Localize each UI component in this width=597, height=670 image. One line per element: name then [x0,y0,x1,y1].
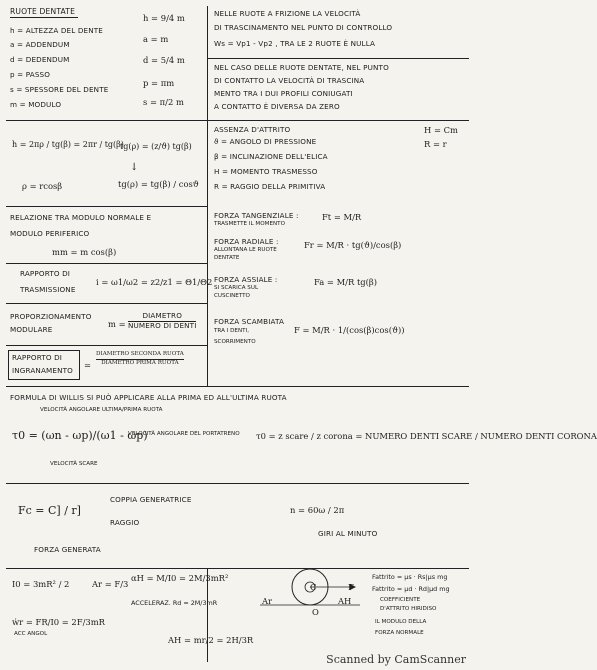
coppia-arrow3: FORZA GENERATA [34,545,101,554]
divider-v-top [207,6,208,386]
divider-h-3 [6,206,207,207]
aw-equation: αH = M/I0 = 2M/3mR² [131,573,229,583]
willis-title: FORMULA DI WILLIS SI PUÒ APPLICARE ALLA PRIMA ED ALL'ULTIMA RUOTA [10,393,287,402]
scanner-footer: Scanned by CamScanner [326,653,466,666]
n-label: GIRI AL MINUTO [318,529,378,538]
def-2: d = DEDENDUM [10,55,70,64]
rho-equation: ρ = rcosβ [22,181,63,191]
divider-h-5 [6,303,207,304]
rhs-3: p = πm [143,78,175,88]
modulo-equation: mm = m cos(β) [52,247,117,257]
forza-2-label-2: CUSCINETTO [214,293,250,299]
n-equation: n = 60ω / 2π [290,505,345,515]
attrito-1: Fattrito = μd · Rd|μd mg [372,585,450,593]
tg2-equation: tg(ρ) = tg(β) / cosϑ [118,179,199,189]
rapporto-label-0: RAPPORTO DI [20,269,71,278]
modulo-line-1: MODULO PERIFERICO [10,229,90,238]
divider-h-7 [6,386,469,387]
forza-2-eq: Fa = M/R tg(β) [314,277,378,287]
willis-equation2: τ0 = z scare / z corona = NUMERO DENTI SCARE / NUMERO DENTI CORONA [256,431,597,441]
ar-equation: Ar = F/3 [92,579,129,589]
def-1: a = ADDENDUM [10,40,70,49]
underline [10,17,78,18]
ingranamento-fraction [96,352,184,367]
frizione-line-0: NELLE RUOTE A FRIZIONE LA VELOCITÀ [214,9,361,18]
def-5: m = MODULO [10,100,62,109]
divider-h-2 [6,120,469,121]
forza-3-eq: F = M/R · 1/(cos(β)cos(ϑ)) [294,325,405,335]
label-o: O [312,607,319,617]
def-3: p = PASSO [10,70,51,79]
tg-equation: tg(ρ) = (z/ϑ) tg(β) [120,142,192,151]
ingranamento-label-0: RAPPORTO DI [12,353,63,362]
proporz-label-1: MODULARE [10,325,53,334]
dentate-line-2: MENTO TRA I DUI PROFILI CONIUGATI [214,89,353,98]
forza-1-label-1: ALLONTANA LE RUOTE [214,247,277,253]
attrito-3: D'ATTRITO HIRIDISO [380,606,437,612]
attrito-2: COEFFICIENTE [380,597,421,603]
rhs-4: s = π/2 m [143,97,184,107]
forza-3-label-2: SCORRIMENTO [214,339,256,345]
divider-h-9 [6,568,469,569]
proporz-eq-left: m = [108,319,126,329]
rapporto-label-1: TRASMISSIONE [20,285,76,294]
proporz-den: NUMERO DI DENTI [128,321,197,331]
attrito-4: IL MODULO DELLA [375,619,427,625]
frizione-line-2: Ws = Vp1 - Vp2 , TRA LE 2 RUOTE È NULLA [214,39,376,48]
proporz-num: DIAMETRO [142,311,183,320]
proporz-label-0: PROPORZIONAMENTO [10,312,92,321]
divider-h-4 [6,263,207,264]
hc-equation: H = Cm [424,125,458,135]
label-ah: AH [338,596,352,606]
willis-note1: VELOCITÀ ANGOLARE ULTIMA/PRIMA RUOTA [40,407,163,413]
forza-3-label-0: FORZA SCAMBIATA [214,317,285,326]
rhs-2: d = 5/4 m [143,55,185,65]
forza-0-label-0: FORZA TANGENZIALE : [214,211,299,220]
def-0: h = ALTEZZA DEL DENTE [10,26,103,35]
rr-equation: R = r [424,139,447,149]
assenza-attrito: ASSENZA D'ATTRITO [214,125,291,134]
forza-2-label-1: SI SCARICA SUL [214,285,259,291]
list-1: β = INCLINAZIONE DELL'ELICA [214,152,328,161]
frizione-line-1: DI TRASCINAMENTO NEL PUNTO DI CONTROLLO [214,23,393,32]
dw-equation: ẇr = FR/I0 = 2F/3mR [12,617,105,627]
forza-2-label-0: FORZA ASSIALE : [214,275,278,284]
label-c: C [310,582,317,592]
h-equation: h = 2πρ / tg(β) = 2πr / tg(β) [12,140,124,149]
willis-note3: VELOCITÀ SCARE [50,461,98,467]
list-0: ϑ = ANGOLO DI PRESSIONE [214,137,317,146]
forza-0-label-1: TRASMETTE IL MOMENTO [214,221,286,227]
list-3: R = RAGGIO DELLA PRIMITIVA [214,182,326,191]
coppia-arrow1: COPPIA GENERATRICE [110,495,192,504]
dentate-line-3: A CONTATTO È DIVERSA DA ZERO [214,102,340,111]
coppia-arrow2: RAGGIO [110,518,140,527]
down-arrow-icon: ↓ [130,162,139,173]
forza-0-eq: Ft = M/R [322,212,362,222]
forza-1-label-0: FORZA RADIALE : [214,237,279,246]
def-4: s = SPESSORE DEL DENTE [10,85,109,94]
rhs-0: h = 9/4 m [143,13,185,23]
willis-note2: VELOCITÀ ANGOLARE DEL PORTATRENO [128,431,240,437]
i0-equation: I0 = 3mR² / 2 [12,579,70,589]
list-2: H = MOMENTO TRASMESSO [214,167,318,176]
attrito-0: Fattrito = μs · Rs|μs mg [372,573,448,581]
proporz-fraction [128,312,196,330]
dw-label: ACC ANGOL [14,631,48,637]
ingranamento-den: DIAMETRO PRIMA RUOTA [101,359,179,366]
rd-equation: ACCELERAZ. Rd = 2M/3mR [131,599,218,607]
divider-h-8 [6,483,469,484]
label-f: F [348,582,354,592]
dentate-line-0: NEL CASO DELLE RUOTE DENTATE, NEL PUNTO [214,63,389,72]
rhs-1: a = m [143,34,169,44]
dentate-line-1: DI CONTATTO LA VELOCITÀ DI TRASCINA [214,76,365,85]
attrito-5: FORZA NORMALE [375,630,424,636]
rapporto-equation: i = ω1/ω2 = z2/z1 = Θ1/Θ2 [96,277,213,287]
ingranamento-label-1: INGRANAMENTO [12,366,73,375]
equals-sign: = [84,360,92,370]
ah-equation: AH = mr/2 = 2H/3R [168,635,254,645]
forza-1-eq: Fr = M/R · tg(ϑ)/cos(β) [304,240,402,250]
willis-equation: τ0 = (ωn - ωp)/(ω1 - ωp) [12,429,148,442]
label-ar: Ar [262,596,273,606]
divider-h-1 [207,58,469,59]
divider-h-6 [6,345,207,346]
forza-1-label-2: DENTATE [214,255,240,261]
ingranamento-num: DIAMETRO SECONDA RUOTA [96,351,184,357]
forza-3-label-1: TRA I DENTI, [214,328,249,334]
coppia-equation: Fc = C] / r] [18,504,81,517]
section-title-ruote: RUOTE DENTATE [10,7,76,16]
modulo-line-0: RELAZIONE TRA MODULO NORMALE E [10,213,152,222]
